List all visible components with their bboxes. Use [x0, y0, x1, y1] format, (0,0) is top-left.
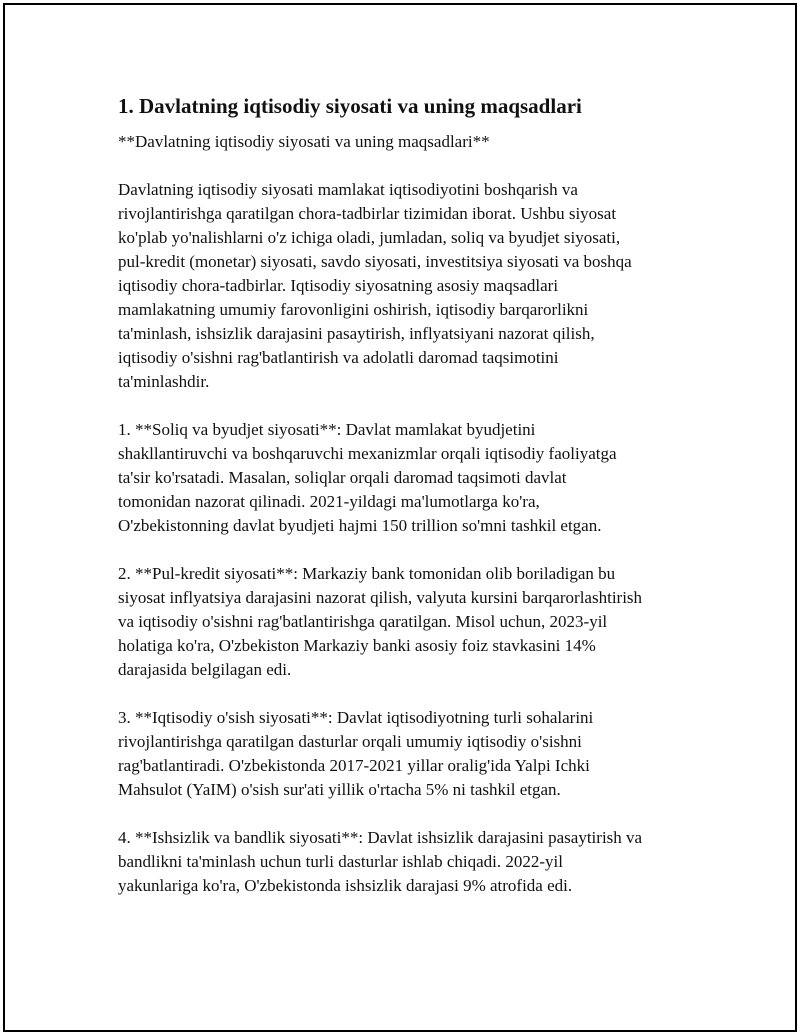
- paragraph-growth-policy: 3. **Iqtisodiy o'sish siyosati**: Davlat iqtisodiyotning turli sohalarini rivojlantirishga qaratilgan dasturlar orqali umumiy iqtisodiy o'sishni rag'batlantiradi. O'zbekistonda 2017-2021 yillar oralig'ida Yalpi Ichki Mahsulot (YaIM) o'sish sur'ati yillik o'rtacha 5% ni tashkil etgan.: [118, 708, 594, 799]
- paragraph-employment-policy: 4. **Ishsizlik va bandlik siyosati**: Davlat ishsizlik darajasini pasaytirish va bandlikni ta'minlash uchun turli dasturlar ishlab chiqadi. 2022-yil yakunlariga ko'ra, O'zbekistonda ishsizlik darajasi 9% atrofida edi.: [118, 828, 643, 895]
- document-body: [118, 92, 698, 922]
- document-title: 1. Davlatning iqtisodiy siyosati va uning maqsadlari: [118, 94, 582, 118]
- paragraph-fiscal-policy: 1. **Soliq va byudjet siyosati**: Davlat mamlakat byudjetini shakllantiruvchi va boshqaruvchi mexanizmlar orqali iqtisodiy faoliyatga ta'sir ko'rsatadi. Masalan, soliqlar orqali daromad taqsimoti davlat tomonidan nazorat qilinadi. 2021-yildagi ma'lumotlarga ko'ra, O'zbekistonning davlat byudjeti hajmi 150 trillion so'mni tashkil etgan.: [118, 420, 617, 535]
- document-subtitle: **Davlatning iqtisodiy siyosati va uning maqsadlari**: [118, 132, 490, 151]
- paragraph-intro: Davlatning iqtisodiy siyosati mamlakat iqtisodiyotini boshqarish va rivojlantirishga qaratilgan chora-tadbirlar tizimidan iborat. Ushbu siyosat ko'plab yo'nalishlarni o'z ichiga oladi, jumladan, soliq va byudjet siyosati, pul-kredit (monetar) siyosati, savdo siyosati, investitsiya siyosati va boshqa iqtisodiy chora-tadbirlar. Iqtisodiy siyosatning asosiy maqsadlari mamlakatning umumiy farovonligini oshirish, iqtisodiy barqarorlikni ta'minlash, ishsizlik darajasini pasaytirish, inflyatsiyani nazorat qilish, iqtisodiy o'sishni rag'batlantirish va adolatli daromad taqsimotini ta'minlashdir.: [118, 180, 632, 391]
- paragraph-monetary-policy: 2. **Pul-kredit siyosati**: Markaziy bank tomonidan olib boriladigan bu siyosat inflyatsiya darajasini nazorat qilish, valyuta kursini barqarorlashtirish va iqtisodiy o'sishni rag'batlantirishga qaratilgan. Misol uchun, 2023-yil holatiga ko'ra, O'zbekiston Markaziy banki asosiy foiz stavkasini 14% darajasida belgilagan edi.: [118, 564, 643, 679]
